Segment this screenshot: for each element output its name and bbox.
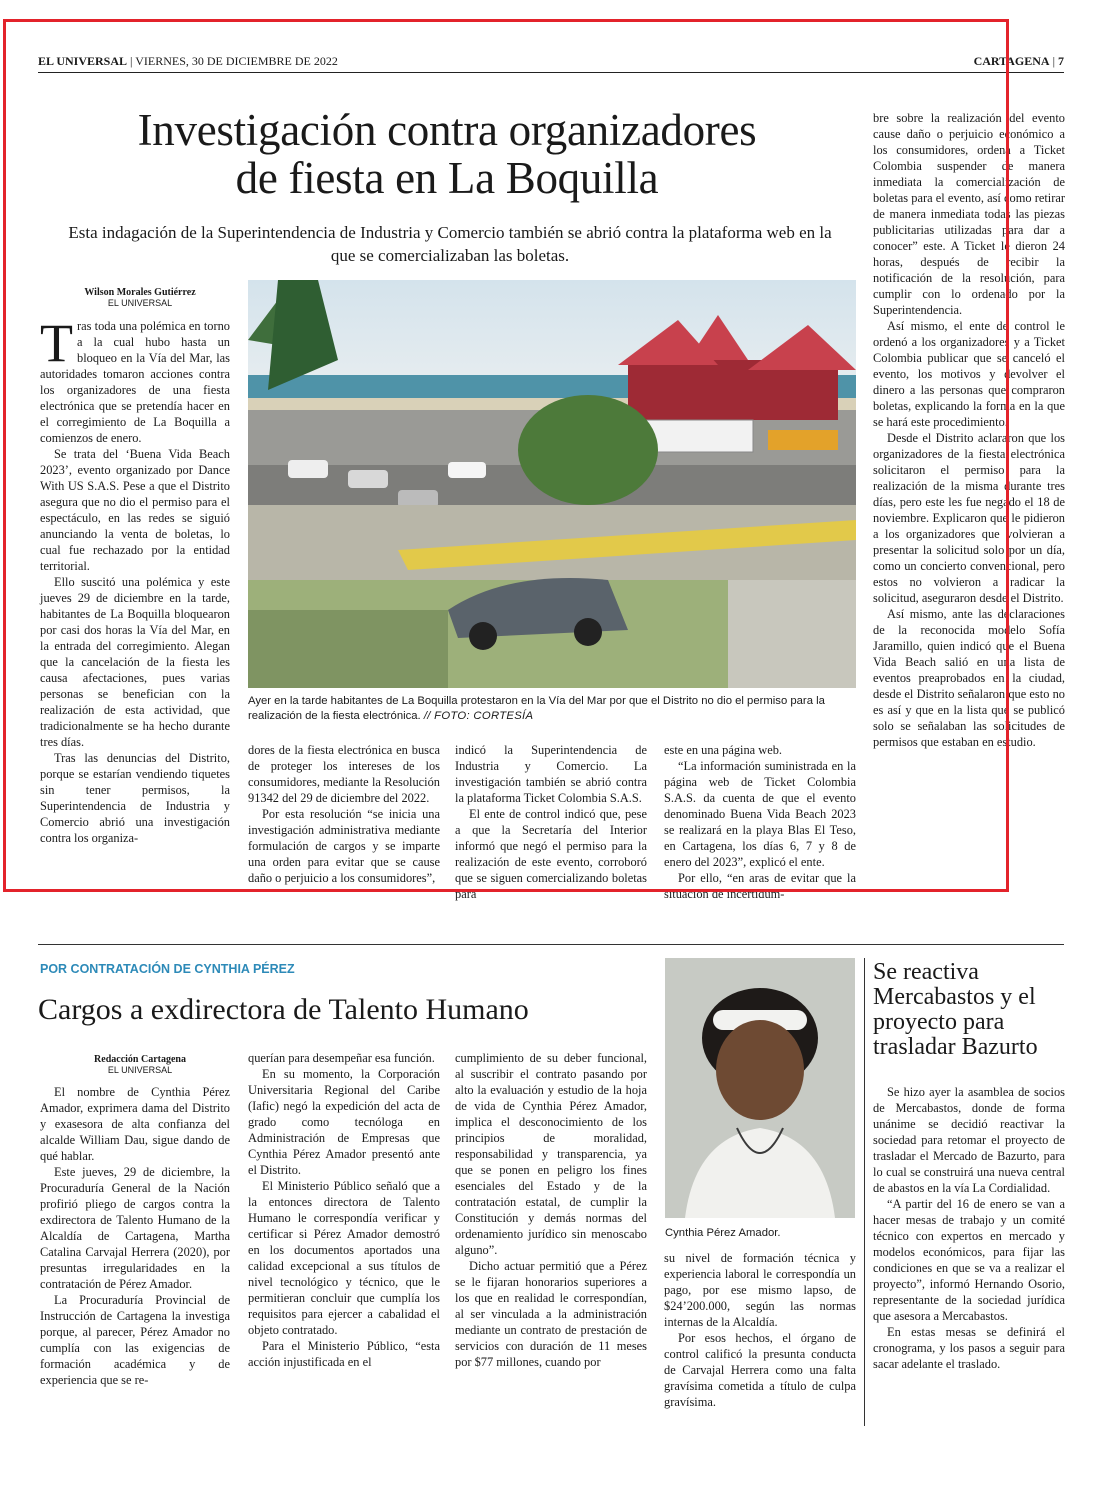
- section-name: CARTAGENA: [973, 54, 1050, 68]
- paragraph: Por ello, “en aras de evitar que la situación de incertidum-: [664, 871, 856, 901]
- second-column-2: [248, 1050, 440, 1370]
- paragraph: Así mismo, ante las declaraciones de la reconocida modelo Sofía Jaramillo, quien indicó que el Buena Vida Beach salió en una lista de eventos preaprobados en la ciudad, desde el Distrito señalaron que esto no es así y que en la lista que se publicó solo se señalaban las solicitudes de permisos que estaban en estudio.: [873, 607, 1065, 749]
- second-kicker: POR CONTRATACIÓN DE CYNTHIA PÉREZ: [40, 962, 295, 976]
- byline-name: Wilson Morales Gutiérrez: [84, 287, 196, 298]
- paragraph: Ello suscitó una polémica y este jueves 29 de diciembre en la tarde, habitantes de La Boquilla bloquearon por casi dos horas la Vía del Mar, en la entrada del corregimiento. Alegan que la cancelación de la fiesta les causa afectaciones, pues varias personas se benefician con la realización de esta actividad, que tradicionalmente se ha hecho durante tres días.: [40, 575, 230, 749]
- paragraph: El ente de control indicó que, pese a que la Secretaría del Interior informó que negó el permiso para la realización de este evento, corroboró que se siguen comercializando boletas para: [455, 807, 647, 901]
- second-headline: Cargos a exdirectora de Talento Humano: [38, 993, 529, 1026]
- column-rule: [864, 958, 865, 1426]
- caption-text: Ayer en la tarde habitantes de La Boquilla protestaron en la Vía del Mar por que el Distrito no dio el permiso para la realización de la fiesta electrónica.: [248, 695, 825, 722]
- second-column-4: [664, 1250, 856, 1410]
- paragraph: En su momento, la Corporación Universitaria Regional del Caribe (Iafic) negó la expedición del acta de grado como tecnóloga en Administración de Empresas que Cynthia Pérez Amador presentó ante el Distrito.: [248, 1067, 440, 1177]
- paragraph: Por esta resolución “se inicia una investigación administrativa mediante formulación de cargos y se imparte una orden para evitar que se cause daño o perjuicio a los consumidores”,: [248, 807, 440, 885]
- page-number: 7: [1058, 54, 1064, 68]
- highlight-box: [3, 19, 1009, 892]
- paragraph: Dicho actuar permitió que a Pérez se le fijaran honorarios superiores a los que en realidad le correspondían, al ser vinculada a la administración mediante un contrato de prestación de servicios con duración de 11 meses por $77 millones, cuando por: [455, 1259, 647, 1369]
- paragraph: Así mismo, el ente de control le ordenó a los organizadores y a Ticket Colombia publicar que se canceló el evento, los motivos y devolver el dinero a las personas que compraron boletas, explicando la forma en la que se hará este procedimiento.: [873, 319, 1065, 429]
- paragraph: El nombre de Cynthia Pérez Amador, exprimera dama del Distrito y exasesora de alta confianza del alcalde William Dau, sigue dando de qué hablar.: [40, 1085, 230, 1163]
- issue-date: VIERNES, 30 DE DICIEMBRE DE 2022: [135, 54, 338, 68]
- paragraph: dores de la fiesta electrónica en busca de proteger los intereses de los consumidores, mediante la Resolución 91342 del 29 de diciembre del 2022.: [248, 743, 440, 805]
- portrait-illustration: [665, 958, 855, 1218]
- paragraph: indicó la Superintendencia de Industria y Comercio. La investigación también se abrió contra la plataforma Ticket Colombia S.A.S.: [455, 743, 647, 805]
- side-column: [873, 1084, 1065, 1372]
- paragraph: Este jueves, 29 de diciembre, la Procuraduría General de la Nación profirió pliego de cargos contra la exdirectora de Talento Humano de la Alcaldía de Cartagena, Martha Catalina Carvajal Herrera (2020), por presuntas irregularidades en la contratación de Pérez Amador.: [40, 1165, 230, 1291]
- paper-name: EL UNIVERSAL: [38, 54, 128, 68]
- paragraph: Para el Ministerio Público, “esta acción injustificada en el: [248, 1339, 440, 1369]
- byline-org: EL UNIVERSAL: [107, 1065, 173, 1075]
- masthead-right: CARTAGENA | 7: [973, 54, 1064, 68]
- paragraph: Se trata del ‘Buena Vida Beach 2023’, evento organizado por Dance With US S.A.S. Pese a que el Distrito asegura que no dio el permiso para el espectáculo, en las redes se siguió anunciando la venta de boletas, lo cual fue rechazado por la entidad territorial.: [40, 447, 230, 573]
- headline-line-1: Investigación contra organizadores: [137, 105, 757, 155]
- paragraph-text: ras toda una polémica en torno a la cual hubo hasta un bloqueo en la Vía del Mar, las autoridades tomaron acciones contra los organizadores de una fiesta electrónica que se pretendía hacer en el corregimiento de La Boquilla a comienzos de enero.: [40, 319, 230, 445]
- masthead-left: EL UNIVERSAL | VIERNES, 30 DE DICIEMBRE DE 2022: [38, 54, 338, 68]
- byline-name: Redacción Cartagena: [94, 1054, 186, 1065]
- paragraph: Desde el Distrito aclararon que los organizadores de la fiesta electrónica solicitaron el permiso para la realización de la misma durante tres días, pero este les fue negado el 18 de noviembre. Explicaron que le pidieron a los organizadores que volvieran a presentar la solicitud solo por un día, como un concierto convencional, pero estos no volvieron a radicar la solicitud, aseguraron desde el Distrito.: [873, 431, 1065, 605]
- caption-credit: // FOTO: CORTESÍA: [423, 710, 534, 722]
- paragraph: En estas mesas se definirá el cronograma, y los pasos a seguir para sacar adelante el traslado.: [873, 1325, 1065, 1371]
- paragraph: bre sobre la realización del evento cause daño o perjuicio económico a los consumidores, ordena a Ticket Colombia suspender de manera inmediata la comercialización de boletas para el evento, así como retirar de manera inmediata todas las piezas publicitarias utilizadas para dar a conocer” este. A Ticket le dieron 24 horas, después de recibir la notificación de la resolución, para cumplir con lo ordenado por la Superintendencia.: [873, 111, 1065, 317]
- second-column-1: [40, 1084, 230, 1388]
- second-byline: [40, 1054, 240, 1076]
- main-deck: Esta indagación de la Superintendencia de Industria y Comercio también se abrió contra la plataforma web en la que se comercializaban las boletas.: [68, 223, 832, 265]
- paragraph: este en una página web.: [664, 743, 783, 757]
- portrait-caption: Cynthia Pérez Amador.: [665, 1227, 781, 1239]
- drop-cap: T: [40, 313, 73, 373]
- paragraph: “La información suministrada en la página web de Ticket Colombia S.A.S. da cuenta de que el evento denominado Buena Vida Beach 2023 se realizará en la playa Blas El Teso, en Cartagena, los días 6, 7 y 8 de enero del 2023”, explicó el ente.: [664, 759, 856, 869]
- paragraph: La Procuraduría Provincial de Instrucción de Cartagena la investiga porque, al parecer, Pérez Amador no cumplía con las exigencias de formación académica y de experiencia que se re-: [40, 1293, 230, 1387]
- byline-org: EL UNIVERSAL: [107, 298, 173, 308]
- side-headline: Se reactiva Mercabastos y el proyecto para trasladar Bazurto: [873, 959, 1038, 1060]
- paragraph: querían para desempeñar esa función.: [248, 1051, 435, 1065]
- section-divider: [38, 944, 1064, 945]
- paragraph: Tras las denuncias del Distrito, porque se estarían vendiendo tiquetes sin tener permisos, la Superintendencia de Industria y Comercio abrió una investigación contra los organiza-: [40, 751, 230, 845]
- headline-line-2: de fiesta en La Boquilla: [235, 153, 659, 203]
- second-column-3: [455, 1050, 647, 1370]
- portrait-photo: [665, 958, 855, 1218]
- paragraph: Se hizo ayer la asamblea de socios de Mercabastos, donde de forma unánime se decidió reactivar la sociedad para retomar el proyecto de trasladar el Mercado de Bazurto, para lo cual se construirá una nueva central de abastos en la vía La Cordialidad.: [873, 1085, 1065, 1195]
- paragraph: “A partir del 16 de enero se van a hacer mesas de trabajo y un comité técnico con expertos en mercado y modelos económicos, para fijar las condiciones en que se va a realizar el proyecto”, informó Hernando Osorio, representante de la sociedad jurídica que asesora a Mercabastos.: [873, 1197, 1065, 1323]
- paragraph: cumplimiento de su deber funcional, al suscribir el contrato pasando por alto la evaluación y estudio de la hoja de vida de Cynthia Pérez Amador, implica el desconocimiento de los principios de moralidad, responsabilidad y transparencia, ya que se ponen en peligro los fines esenciales del Estado y de la contratación estatal, de cumplir la Constitución y demás normas del ordenamiento jurídico sin menoscabo alguno”.: [455, 1051, 647, 1257]
- paragraph: su nivel de formación técnica y experiencia laboral le correspondía un pago, por ese mismo lapso, de $24’200.000, según las normas internas de la Alcaldía.: [664, 1251, 856, 1329]
- paragraph: El Ministerio Público señaló que a la entonces directora de Talento Humano le correspondía verificar y certificar si Pérez Amador demostró en los documentos aportados una calidad excepcional a sus títulos de nivel tecnológico y técnico, que le permitieran concluir que cumplía los requisitos para ejercer a cabalidad el objeto contratado.: [248, 1179, 440, 1337]
- paragraph: Por esos hechos, el órgano de control calificó la presunta conducta de Carvajal Herrera como una falta gravísima cometida a título de culpa gravísima.: [664, 1331, 856, 1409]
